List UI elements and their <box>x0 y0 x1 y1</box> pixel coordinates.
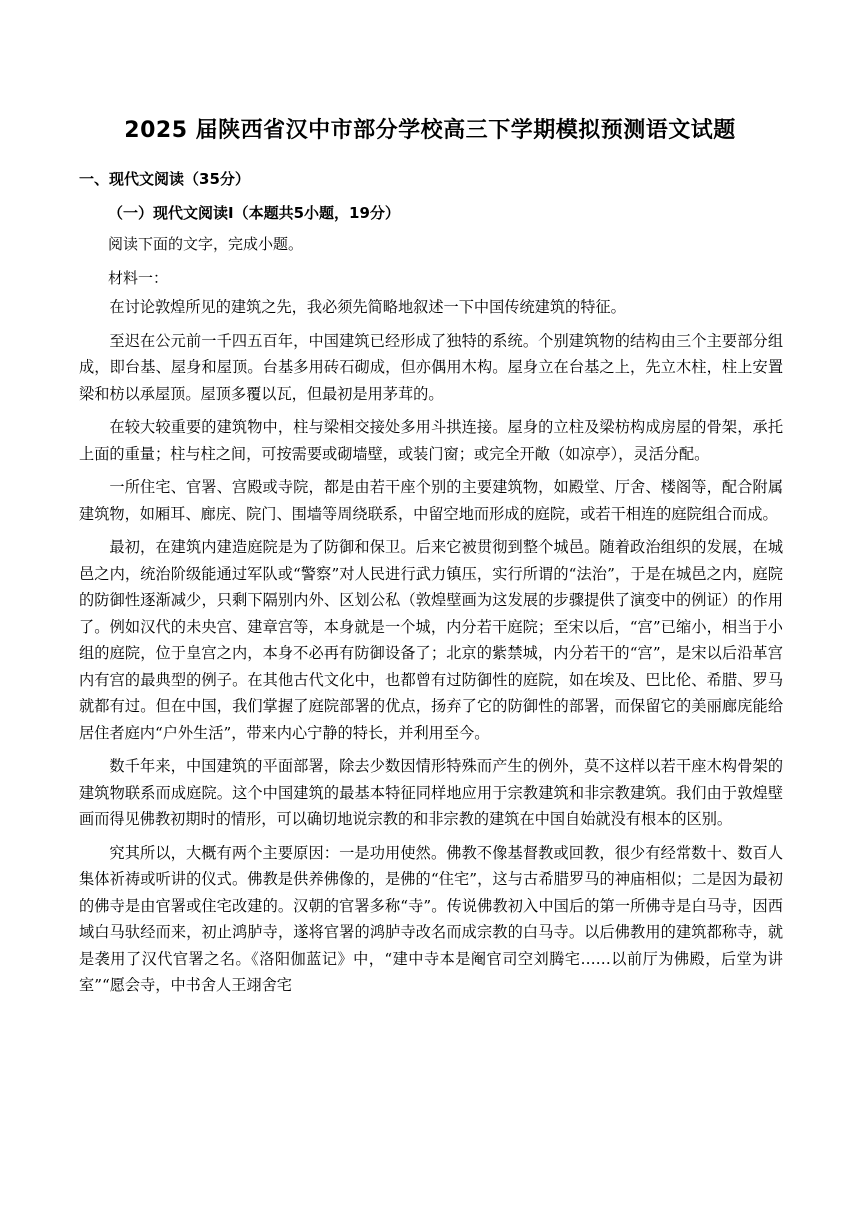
material-label: 材料一： <box>108 269 169 287</box>
reading-instruction: 阅读下面的文字，完成小题。 <box>108 235 304 253</box>
paragraph: 在讨论敦煌所见的建筑之先，我必须先简略地叙述一下中国传统建筑的特征。 <box>109 298 626 316</box>
paragraph: 至迟在公元前一千四五百年，中国建筑已经形成了独特的系统。个别建筑物的结构由三个主要部分组成，即台基、屋身和屋顶。台基多用砖石砌成，但亦偶用木构。屋身立在台基之上，先立木柱，柱上安置梁和枋以承屋顶。屋顶多覆以瓦，但最初是用茅茸的。 <box>79 331 783 403</box>
section-heading: 一、现代文阅读（35分） <box>79 170 250 188</box>
paragraph: 最初，在建筑内建造庭院是为了防御和保卫。后来它被贯彻到整个城邑。随着政治组织的发展，在城邑之内，统治阶级能通过军队或“警察”对人民进行武力镇压，实行所谓的“法治”，于是在城邑之内，庭院的防御性逐渐减少，只剩下隔别内外、区划公私（敦煌壁画为这发展的步骤提供了演变中的例证）的作用了。例如汉代的未央宫、建章宫等，本身就是一个城，内分若干庭院；至宋以后，“宫”已缩小，相当于小组的庭院，位于皇宫之内，本身不必再有防御设备了；北京的紫禁城，内分若干的“宫”，是宋以后沿革宫内有宫的最典型的例子。在其他古代文化中，也都曾有过防御性的庭院，如在埃及、巴比伦、希腊、罗马就都有过。但在中国，我们掌握了庭院部署的优点，扬弃了它的防御性的部署，而保留它的美丽廊庑能给居住者庭内“户外生活”，带来内心宁静的特长，并利用至今。 <box>79 538 783 742</box>
subsection-heading: （一）现代文阅读Ⅰ（本题共5小题，19分） <box>108 204 400 222</box>
passage-body <box>79 294 783 1006</box>
paragraph: 究其所以，大概有两个主要原因：一是功用使然。佛教不像基督教或回教，很少有经常数十、数百人集体祈祷或听讲的仪式。佛教是供养佛像的，是佛的“住宅”，这与古希腊罗马的神庙相似；二是因为最初的佛寺是由官署或住宅改建的。汉朝的官署多称“寺”。传说佛教初入中国后的第一所佛寺是白马寺，因西域白马驮经而来，初止鸿胪寺，遂将官署的鸿胪寺改名而成宗教的白马寺。以后佛教用的建筑都称寺，就是袭用了汉代官署之名。《洛阳伽蓝记》中，“建中寺本是阉官司空刘腾宅……以前厅为佛殿，后堂为讲室”“愿会寺，中书舍人王翊舍宅 <box>79 843 783 994</box>
document-title: 2025 届陕西省汉中市部分学校高三下学期模拟预测语文试题 <box>124 118 736 143</box>
paragraph: 在较大较重要的建筑物中，柱与梁相交接处多用斗拱连接。屋身的立柱及梁枋构成房屋的骨架，承托上面的重量；柱与柱之间，可按需要或砌墙壁，或装门窗；或完全开敞（如凉亭），灵活分配。 <box>79 418 783 463</box>
paragraph: 数千年来，中国建筑的平面部署，除去少数因情形特殊而产生的例外，莫不这样以若干座木构骨架的建筑物联系而成庭院。这个中国建筑的最基本特征同样地应用于宗教建筑和非宗教建筑。我们由于敦煌壁画而得见佛教初期时的情形，可以确切地说宗教的和非宗教的建筑在中国自始就没有根本的区别。 <box>79 757 783 828</box>
paragraph: 一所住宅、官署、宫殿或寺院，都是由若干座个别的主要建筑物，如殿堂、厅舍、楼阁等，配合附属建筑物，如厢耳、廊庑、院门、围墙等周绕联系，中留空地而形成的庭院，或若干相连的庭院组合而成。 <box>79 478 783 523</box>
